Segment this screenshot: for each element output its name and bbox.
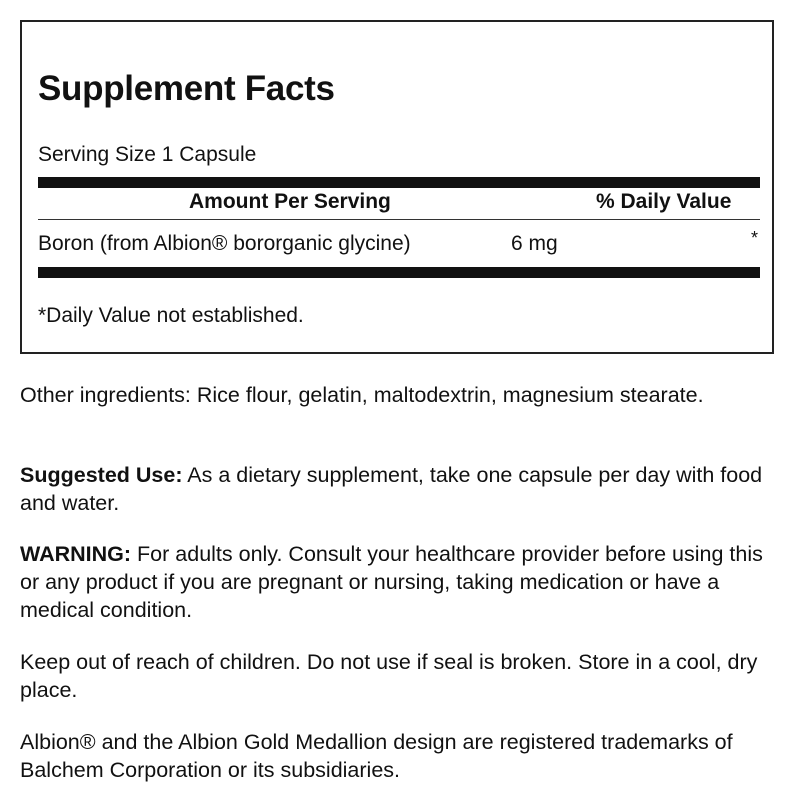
thick-divider-top [38,177,760,188]
nutrient-name: Boron (from Albion® bororganic glycine) [38,232,411,255]
warning-label: WARNING: [20,542,132,566]
suggested-use-text: As a dietary supplement, take one capsule per day with food and water. [20,463,763,515]
trademark-notice: Albion® and the Albion Gold Medallion design are registered trademarks of Balchem Corporation or its subsidiaries. [20,730,733,782]
supplement-facts-panel [20,20,774,354]
thick-divider-bottom [38,267,760,278]
suggested-use-label: Suggested Use: [20,463,183,487]
storage-instructions: Keep out of reach of children. Do not use if seal is broken. Store in a cool, dry place. [20,650,758,702]
supplement-facts-title: Supplement Facts [38,69,335,108]
thin-divider [38,219,760,220]
nutrient-amount: 6 mg [511,232,558,255]
daily-value-footnote: *Daily Value not established. [38,304,304,327]
amount-per-serving-header: Amount Per Serving [189,190,391,213]
daily-value-header: % Daily Value [596,190,732,213]
other-ingredients: Other ingredients: Rice flour, gelatin, maltodextrin, magnesium stearate. [20,383,704,407]
warning [20,540,780,624]
serving-size: Serving Size 1 Capsule [38,143,257,166]
suggested-use [20,461,780,517]
warning-text: For adults only. Consult your healthcare provider before using this or any product if you are pregnant or nursing, taking medication or have a medical condition. [20,542,763,622]
nutrient-daily-value: * [751,228,759,248]
